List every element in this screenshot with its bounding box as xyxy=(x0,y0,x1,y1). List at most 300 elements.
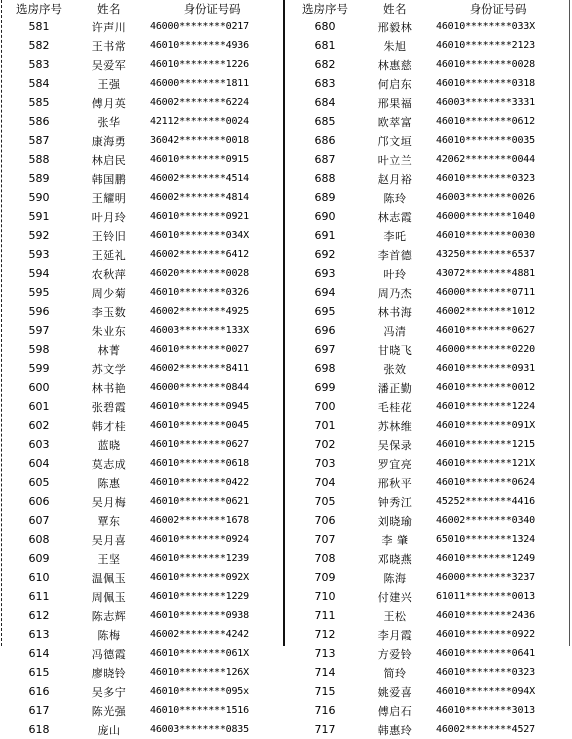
id-cell: 46003********3331 xyxy=(436,97,535,108)
id-cell: 46010********2123 xyxy=(436,40,535,51)
table-row xyxy=(290,226,566,245)
name-cell: 温佩玉 xyxy=(91,571,127,585)
seq-cell: 586 xyxy=(28,115,50,128)
table-row xyxy=(290,530,566,549)
name-cell: 姚爱喜 xyxy=(377,685,413,699)
table-row xyxy=(290,93,566,112)
table-row xyxy=(290,701,566,720)
table-row xyxy=(4,93,280,112)
table-row xyxy=(290,549,566,568)
seq-cell: 712 xyxy=(314,628,336,641)
table-row xyxy=(290,587,566,606)
name-cell: 赵月裕 xyxy=(377,172,413,186)
table-row xyxy=(290,359,566,378)
seq-cell: 680 xyxy=(314,20,336,33)
name-cell: 王强 xyxy=(97,77,121,91)
seq-cell: 694 xyxy=(314,286,336,299)
table-row xyxy=(4,340,280,359)
name-cell: 吴月梅 xyxy=(91,495,127,509)
id-cell: 46000********1040 xyxy=(436,211,535,222)
name-cell: 林志霞 xyxy=(377,210,413,224)
name-cell: 李 肇 xyxy=(381,533,409,547)
seq-cell: 594 xyxy=(28,267,50,280)
id-cell: 42062********0044 xyxy=(436,154,535,165)
seq-cell: 612 xyxy=(28,609,50,622)
left-table xyxy=(4,0,280,739)
seq-cell: 584 xyxy=(28,77,50,90)
seq-cell: 582 xyxy=(28,39,50,52)
table-row xyxy=(290,169,566,188)
id-cell: 46010********0028 xyxy=(436,59,535,70)
id-cell: 43072********4881 xyxy=(436,268,535,279)
table-row xyxy=(4,359,280,378)
id-cell: 46010********0938 xyxy=(150,610,249,621)
seq-cell: 604 xyxy=(28,457,50,470)
name-cell: 陈惠 xyxy=(97,476,121,490)
table-row xyxy=(290,188,566,207)
seq-cell: 613 xyxy=(28,628,50,641)
table-row xyxy=(4,283,280,302)
id-cell: 46003********0026 xyxy=(436,192,535,203)
seq-cell: 696 xyxy=(314,324,336,337)
name-cell: 韩国鹏 xyxy=(91,172,127,186)
name-cell: 苏文学 xyxy=(91,362,127,376)
seq-cell: 598 xyxy=(28,343,50,356)
seq-cell: 693 xyxy=(314,267,336,280)
id-cell: 46010********0624 xyxy=(436,477,535,488)
seq-cell: 706 xyxy=(314,514,336,527)
table-row xyxy=(290,321,566,340)
seq-cell: 697 xyxy=(314,343,336,356)
table-row xyxy=(4,36,280,55)
id-cell: 43250********6537 xyxy=(436,249,535,260)
table-row xyxy=(290,568,566,587)
header-seq: 选房序号 xyxy=(302,1,348,16)
id-cell: 46002********4514 xyxy=(150,173,249,184)
seq-cell: 599 xyxy=(28,362,50,375)
id-cell: 46010********3013 xyxy=(436,705,535,716)
seq-cell: 711 xyxy=(314,609,336,622)
seq-cell: 590 xyxy=(28,191,50,204)
table-row xyxy=(290,378,566,397)
seq-cell: 698 xyxy=(314,362,336,375)
name-cell: 王延礼 xyxy=(91,248,127,262)
seq-cell: 591 xyxy=(28,210,50,223)
table-row xyxy=(4,17,280,36)
id-cell: 46002********4814 xyxy=(150,192,249,203)
table-row xyxy=(4,321,280,340)
table-row xyxy=(290,416,566,435)
seq-cell: 714 xyxy=(314,666,336,679)
id-cell: 46000********0711 xyxy=(436,287,535,298)
name-cell: 王松 xyxy=(383,609,407,623)
id-cell: 46010********033X xyxy=(436,21,535,32)
seq-cell: 614 xyxy=(28,647,50,660)
table-row xyxy=(4,150,280,169)
seq-cell: 596 xyxy=(28,305,50,318)
id-cell: 36042********0018 xyxy=(150,135,249,146)
name-cell: 韩惠玲 xyxy=(377,723,413,737)
right-header-row xyxy=(290,0,566,17)
name-cell: 林启民 xyxy=(91,153,127,167)
table-row xyxy=(4,131,280,150)
table-row xyxy=(4,644,280,663)
id-cell: 46010********0323 xyxy=(436,667,535,678)
id-cell: 46010********0922 xyxy=(436,629,535,640)
name-cell: 傅启石 xyxy=(377,704,413,718)
table-row xyxy=(4,530,280,549)
name-cell: 叶玲 xyxy=(383,267,407,281)
id-cell: 46010********0618 xyxy=(150,458,249,469)
name-cell: 陈海 xyxy=(383,571,407,585)
id-cell: 65010********1324 xyxy=(436,534,535,545)
name-cell: 李首德 xyxy=(377,248,413,262)
name-cell: 林书艳 xyxy=(91,381,127,395)
header-id: 身份证号码 xyxy=(469,1,527,16)
seq-cell: 709 xyxy=(314,571,336,584)
seq-cell: 699 xyxy=(314,381,336,394)
seq-cell: 581 xyxy=(28,20,50,33)
id-cell: 46010********094X xyxy=(436,686,535,697)
seq-cell: 681 xyxy=(314,39,336,52)
table-row xyxy=(290,207,566,226)
id-cell: 46010********0318 xyxy=(436,78,535,89)
name-cell: 欧萃富 xyxy=(377,115,413,129)
seq-cell: 603 xyxy=(28,438,50,451)
seq-cell: 618 xyxy=(28,723,50,736)
id-cell: 46010********1249 xyxy=(436,553,535,564)
name-cell: 陈光强 xyxy=(91,704,127,718)
id-cell: 46000********0220 xyxy=(436,344,535,355)
id-cell: 46010********092X xyxy=(150,572,249,583)
id-cell: 46010********0035 xyxy=(436,135,535,146)
name-cell: 王坚 xyxy=(97,552,121,566)
id-cell: 45252********4416 xyxy=(436,496,535,507)
name-cell: 甘晓飞 xyxy=(377,343,413,357)
seq-cell: 708 xyxy=(314,552,336,565)
name-cell: 李玉数 xyxy=(91,305,127,319)
id-cell: 46010********0045 xyxy=(150,420,249,431)
name-cell: 张华 xyxy=(97,115,121,129)
id-cell: 46010********2436 xyxy=(436,610,535,621)
id-cell: 46002********6412 xyxy=(150,249,249,260)
table-row xyxy=(4,207,280,226)
table-row xyxy=(290,397,566,416)
table-row xyxy=(4,454,280,473)
id-cell: 46010********061X xyxy=(150,648,249,659)
seq-cell: 606 xyxy=(28,495,50,508)
table-row xyxy=(4,701,280,720)
name-cell: 罗宜亮 xyxy=(377,457,413,471)
id-cell: 46000********0844 xyxy=(150,382,249,393)
name-cell: 方爱铃 xyxy=(377,647,413,661)
id-cell: 46010********0915 xyxy=(150,154,249,165)
id-cell: 46010********0422 xyxy=(150,477,249,488)
seq-cell: 703 xyxy=(314,457,336,470)
table-row xyxy=(290,55,566,74)
seq-cell: 611 xyxy=(28,590,50,603)
id-cell: 46010********0621 xyxy=(150,496,249,507)
name-cell: 王铃旧 xyxy=(91,229,127,243)
table-row xyxy=(290,131,566,150)
table-row xyxy=(290,511,566,530)
header-seq: 选房序号 xyxy=(16,1,62,16)
id-cell: 61011********0013 xyxy=(436,591,535,602)
seq-cell: 691 xyxy=(314,229,336,242)
id-cell: 46000********1811 xyxy=(150,78,249,89)
table-row xyxy=(4,568,280,587)
table-row xyxy=(290,606,566,625)
seq-cell: 713 xyxy=(314,647,336,660)
table-row xyxy=(4,245,280,264)
id-cell: 46010********0931 xyxy=(436,363,535,374)
id-cell: 46010********4936 xyxy=(150,40,249,51)
name-cell: 潘正勤 xyxy=(377,381,413,395)
table-row xyxy=(290,473,566,492)
header-name: 姓名 xyxy=(383,1,407,16)
seq-cell: 592 xyxy=(28,229,50,242)
name-cell: 周少菊 xyxy=(91,286,127,300)
seq-cell: 692 xyxy=(314,248,336,261)
name-cell: 钟秀江 xyxy=(377,495,413,509)
table-row xyxy=(4,492,280,511)
table-row xyxy=(4,435,280,454)
table-row xyxy=(290,74,566,93)
column-divider xyxy=(283,0,285,646)
id-cell: 46010********034X xyxy=(150,230,249,241)
right-border xyxy=(569,0,570,646)
name-cell: 周佩玉 xyxy=(91,590,127,604)
seq-cell: 595 xyxy=(28,286,50,299)
table-row xyxy=(290,625,566,644)
name-cell: 李月霞 xyxy=(377,628,413,642)
name-cell: 叶月玲 xyxy=(91,210,127,224)
seq-cell: 705 xyxy=(314,495,336,508)
table-row xyxy=(290,245,566,264)
name-cell: 张碧霞 xyxy=(91,400,127,414)
seq-cell: 682 xyxy=(314,58,336,71)
seq-cell: 597 xyxy=(28,324,50,337)
table-row xyxy=(4,188,280,207)
name-cell: 韩才桂 xyxy=(91,419,127,433)
id-cell: 42112********0024 xyxy=(150,116,249,127)
table-row xyxy=(4,473,280,492)
id-cell: 46020********0028 xyxy=(150,268,249,279)
header-name: 姓名 xyxy=(97,1,121,16)
seq-cell: 600 xyxy=(28,381,50,394)
seq-cell: 587 xyxy=(28,134,50,147)
seq-cell: 610 xyxy=(28,571,50,584)
seq-cell: 617 xyxy=(28,704,50,717)
table-row xyxy=(4,302,280,321)
name-cell: 吴月喜 xyxy=(91,533,127,547)
table-row xyxy=(290,112,566,131)
name-cell: 简玲 xyxy=(383,666,407,680)
table-row xyxy=(4,112,280,131)
table-row xyxy=(4,663,280,682)
name-cell: 莫志成 xyxy=(91,457,127,471)
id-cell: 46010********1224 xyxy=(436,401,535,412)
id-cell: 46010********121X xyxy=(436,458,535,469)
table-row xyxy=(290,435,566,454)
table-row xyxy=(4,169,280,188)
id-cell: 46010********1226 xyxy=(150,59,249,70)
name-cell: 许声川 xyxy=(91,20,127,34)
table-row xyxy=(4,55,280,74)
seq-cell: 609 xyxy=(28,552,50,565)
name-cell: 傅月英 xyxy=(91,96,127,110)
seq-cell: 704 xyxy=(314,476,336,489)
seq-cell: 702 xyxy=(314,438,336,451)
seq-cell: 615 xyxy=(28,666,50,679)
name-cell: 付建兴 xyxy=(377,590,413,604)
seq-cell: 588 xyxy=(28,153,50,166)
id-cell: 46010********0027 xyxy=(150,344,249,355)
id-cell: 46010********0012 xyxy=(436,382,535,393)
name-cell: 陈玲 xyxy=(383,191,407,205)
seq-cell: 695 xyxy=(314,305,336,318)
name-cell: 覃东 xyxy=(97,514,121,528)
seq-cell: 605 xyxy=(28,476,50,489)
table-row xyxy=(290,302,566,321)
name-cell: 农秋萍 xyxy=(91,267,127,281)
name-cell: 叶立兰 xyxy=(377,153,413,167)
seq-cell: 717 xyxy=(314,723,336,736)
name-cell: 张效 xyxy=(383,362,407,376)
id-cell: 46002********4527 xyxy=(436,724,535,735)
id-cell: 46002********6224 xyxy=(150,97,249,108)
id-cell: 46002********1678 xyxy=(150,515,249,526)
id-cell: 46002********1012 xyxy=(436,306,535,317)
table-row xyxy=(290,340,566,359)
seq-cell: 686 xyxy=(314,134,336,147)
id-cell: 46003********0835 xyxy=(150,724,249,735)
table-row xyxy=(290,644,566,663)
table-row xyxy=(4,587,280,606)
id-cell: 46002********4242 xyxy=(150,629,249,640)
name-cell: 邓晓燕 xyxy=(377,552,413,566)
seq-cell: 607 xyxy=(28,514,50,527)
seq-cell: 602 xyxy=(28,419,50,432)
seq-cell: 688 xyxy=(314,172,336,185)
seq-cell: 716 xyxy=(314,704,336,717)
name-cell: 邢果福 xyxy=(377,96,413,110)
id-cell: 46010********0924 xyxy=(150,534,249,545)
table-row xyxy=(290,283,566,302)
name-cell: 朱旭 xyxy=(383,39,407,53)
table-row xyxy=(290,36,566,55)
table-row xyxy=(4,416,280,435)
table-row xyxy=(290,682,566,701)
table-row xyxy=(4,606,280,625)
id-cell: 46000********0217 xyxy=(150,21,249,32)
name-cell: 周乃杰 xyxy=(377,286,413,300)
seq-cell: 687 xyxy=(314,153,336,166)
id-cell: 46010********091X xyxy=(436,420,535,431)
name-cell: 刘晓瑜 xyxy=(377,514,413,528)
name-cell: 蓝晓 xyxy=(97,438,121,452)
left-header-row xyxy=(4,0,280,17)
seq-cell: 710 xyxy=(314,590,336,603)
name-cell: 陈梅 xyxy=(97,628,121,642)
id-cell: 46010********095x xyxy=(150,686,249,697)
id-cell: 46000********3237 xyxy=(436,572,535,583)
seq-cell: 689 xyxy=(314,191,336,204)
name-cell: 吴多宁 xyxy=(91,685,127,699)
id-cell: 46010********126X xyxy=(150,667,249,678)
name-cell: 陈志辉 xyxy=(91,609,127,623)
id-cell: 46003********133X xyxy=(150,325,249,336)
table-row xyxy=(290,663,566,682)
id-cell: 46010********0921 xyxy=(150,211,249,222)
table-row xyxy=(4,264,280,283)
name-cell: 冯清 xyxy=(383,324,407,338)
seq-cell: 601 xyxy=(28,400,50,413)
right-table xyxy=(290,0,566,739)
table-row xyxy=(290,720,566,739)
table-row xyxy=(4,226,280,245)
seq-cell: 700 xyxy=(314,400,336,413)
seq-cell: 684 xyxy=(314,96,336,109)
seq-cell: 589 xyxy=(28,172,50,185)
left-table-body xyxy=(4,17,280,739)
id-cell: 46002********8411 xyxy=(150,363,249,374)
table-row xyxy=(290,264,566,283)
id-cell: 46010********0627 xyxy=(150,439,249,450)
id-cell: 46010********1516 xyxy=(150,705,249,716)
name-cell: 吴爱军 xyxy=(91,58,127,72)
seq-cell: 683 xyxy=(314,77,336,90)
seq-cell: 715 xyxy=(314,685,336,698)
table-row xyxy=(290,17,566,36)
name-cell: 苏林维 xyxy=(377,419,413,433)
seq-cell: 585 xyxy=(28,96,50,109)
id-cell: 46010********0627 xyxy=(436,325,535,336)
seq-cell: 583 xyxy=(28,58,50,71)
id-cell: 46002********4925 xyxy=(150,306,249,317)
name-cell: 冯德霞 xyxy=(91,647,127,661)
name-cell: 廖晓铃 xyxy=(91,666,127,680)
id-cell: 46010********0326 xyxy=(150,287,249,298)
name-cell: 庞山 xyxy=(97,723,121,737)
left-dashed-border xyxy=(1,0,2,646)
table-row xyxy=(4,74,280,93)
name-cell: 李吒 xyxy=(383,229,407,243)
table-row xyxy=(290,454,566,473)
name-cell: 王耀明 xyxy=(91,191,127,205)
seq-cell: 707 xyxy=(314,533,336,546)
id-cell: 46010********0612 xyxy=(436,116,535,127)
table-row xyxy=(4,397,280,416)
table-row xyxy=(4,682,280,701)
seq-cell: 685 xyxy=(314,115,336,128)
id-cell: 46010********0323 xyxy=(436,173,535,184)
seq-cell: 701 xyxy=(314,419,336,432)
name-cell: 邝文垣 xyxy=(377,134,413,148)
name-cell: 林菁 xyxy=(97,343,121,357)
table-row xyxy=(4,625,280,644)
name-cell: 邢毅林 xyxy=(377,20,413,34)
table-row xyxy=(4,720,280,739)
name-cell: 毛桂花 xyxy=(377,400,413,414)
seq-cell: 608 xyxy=(28,533,50,546)
id-cell: 46010********0030 xyxy=(436,230,535,241)
header-id: 身份证号码 xyxy=(183,1,241,16)
table-row xyxy=(4,511,280,530)
name-cell: 林书海 xyxy=(377,305,413,319)
table-row xyxy=(4,378,280,397)
seq-cell: 690 xyxy=(314,210,336,223)
